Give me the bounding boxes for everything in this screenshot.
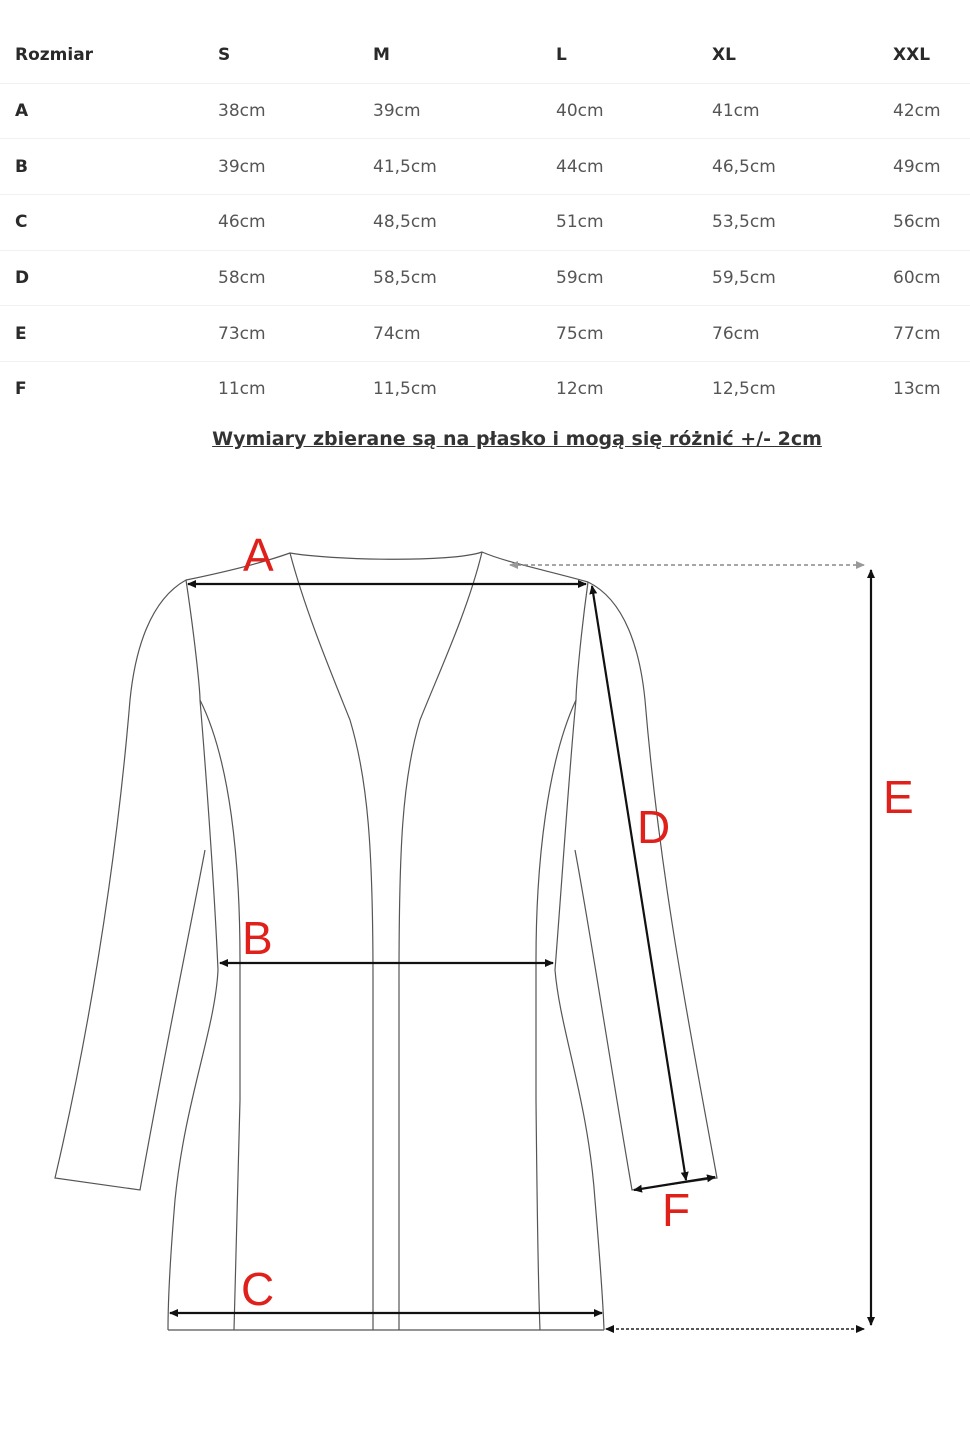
table-cell: 56cm: [893, 195, 970, 251]
header-size: Rozmiar: [0, 28, 218, 83]
row-label: A: [0, 83, 218, 139]
table-cell: 39cm: [373, 83, 556, 139]
table-cell: 38cm: [218, 83, 373, 139]
table-cell: 46cm: [218, 195, 373, 251]
label-a: A: [243, 529, 274, 581]
header-l: L: [556, 28, 712, 83]
table-cell: 49cm: [893, 139, 970, 195]
row-label: F: [15, 379, 27, 400]
table-cell: 73cm: [218, 306, 373, 362]
table-cell: 51cm: [556, 195, 712, 251]
measurement-note: Wymiary zbierane są na płasko i mogą się różnić +/- 2cm: [212, 428, 822, 450]
table-cell: 12,5cm: [712, 379, 776, 400]
cardigan-outline: [55, 552, 717, 1330]
table-cell: 12cm: [556, 379, 604, 400]
label-b: B: [242, 912, 273, 964]
header-xxl: XXL: [893, 28, 970, 83]
table-cell: 40cm: [556, 83, 712, 139]
row-label: B: [0, 139, 218, 195]
table-cell: 74cm: [373, 306, 556, 362]
table-cell: 59cm: [556, 250, 712, 306]
table-cell: 13cm: [893, 379, 941, 400]
table-cell: 58cm: [218, 250, 373, 306]
table-cell: 46,5cm: [712, 139, 893, 195]
table-cell: 60cm: [893, 250, 970, 306]
header-s: S: [218, 28, 373, 83]
table-cell: 48,5cm: [373, 195, 556, 251]
arrow-d: [592, 586, 686, 1180]
label-d: D: [637, 801, 671, 853]
table-cell: 76cm: [712, 306, 893, 362]
table-cell: 41cm: [712, 83, 893, 139]
row-label: C: [0, 195, 218, 251]
label-e: E: [883, 771, 914, 823]
label-f: F: [662, 1184, 691, 1236]
table-cell: 44cm: [556, 139, 712, 195]
header-m: M: [373, 28, 556, 83]
table-cell: 77cm: [893, 306, 970, 362]
table-cell: 42cm: [893, 83, 970, 139]
table-cell: 58,5cm: [373, 250, 556, 306]
table-cell: 11cm: [218, 379, 266, 400]
row-label: D: [0, 250, 218, 306]
table-cell: 53,5cm: [712, 195, 893, 251]
label-c: C: [241, 1263, 275, 1315]
table-cell: 39cm: [218, 139, 373, 195]
row-label: E: [0, 306, 218, 362]
table-cell: 75cm: [556, 306, 712, 362]
table-cell: 41,5cm: [373, 139, 556, 195]
table-cell: 11,5cm: [373, 379, 437, 400]
table-cell: 59,5cm: [712, 250, 893, 306]
header-xl: XL: [712, 28, 893, 83]
